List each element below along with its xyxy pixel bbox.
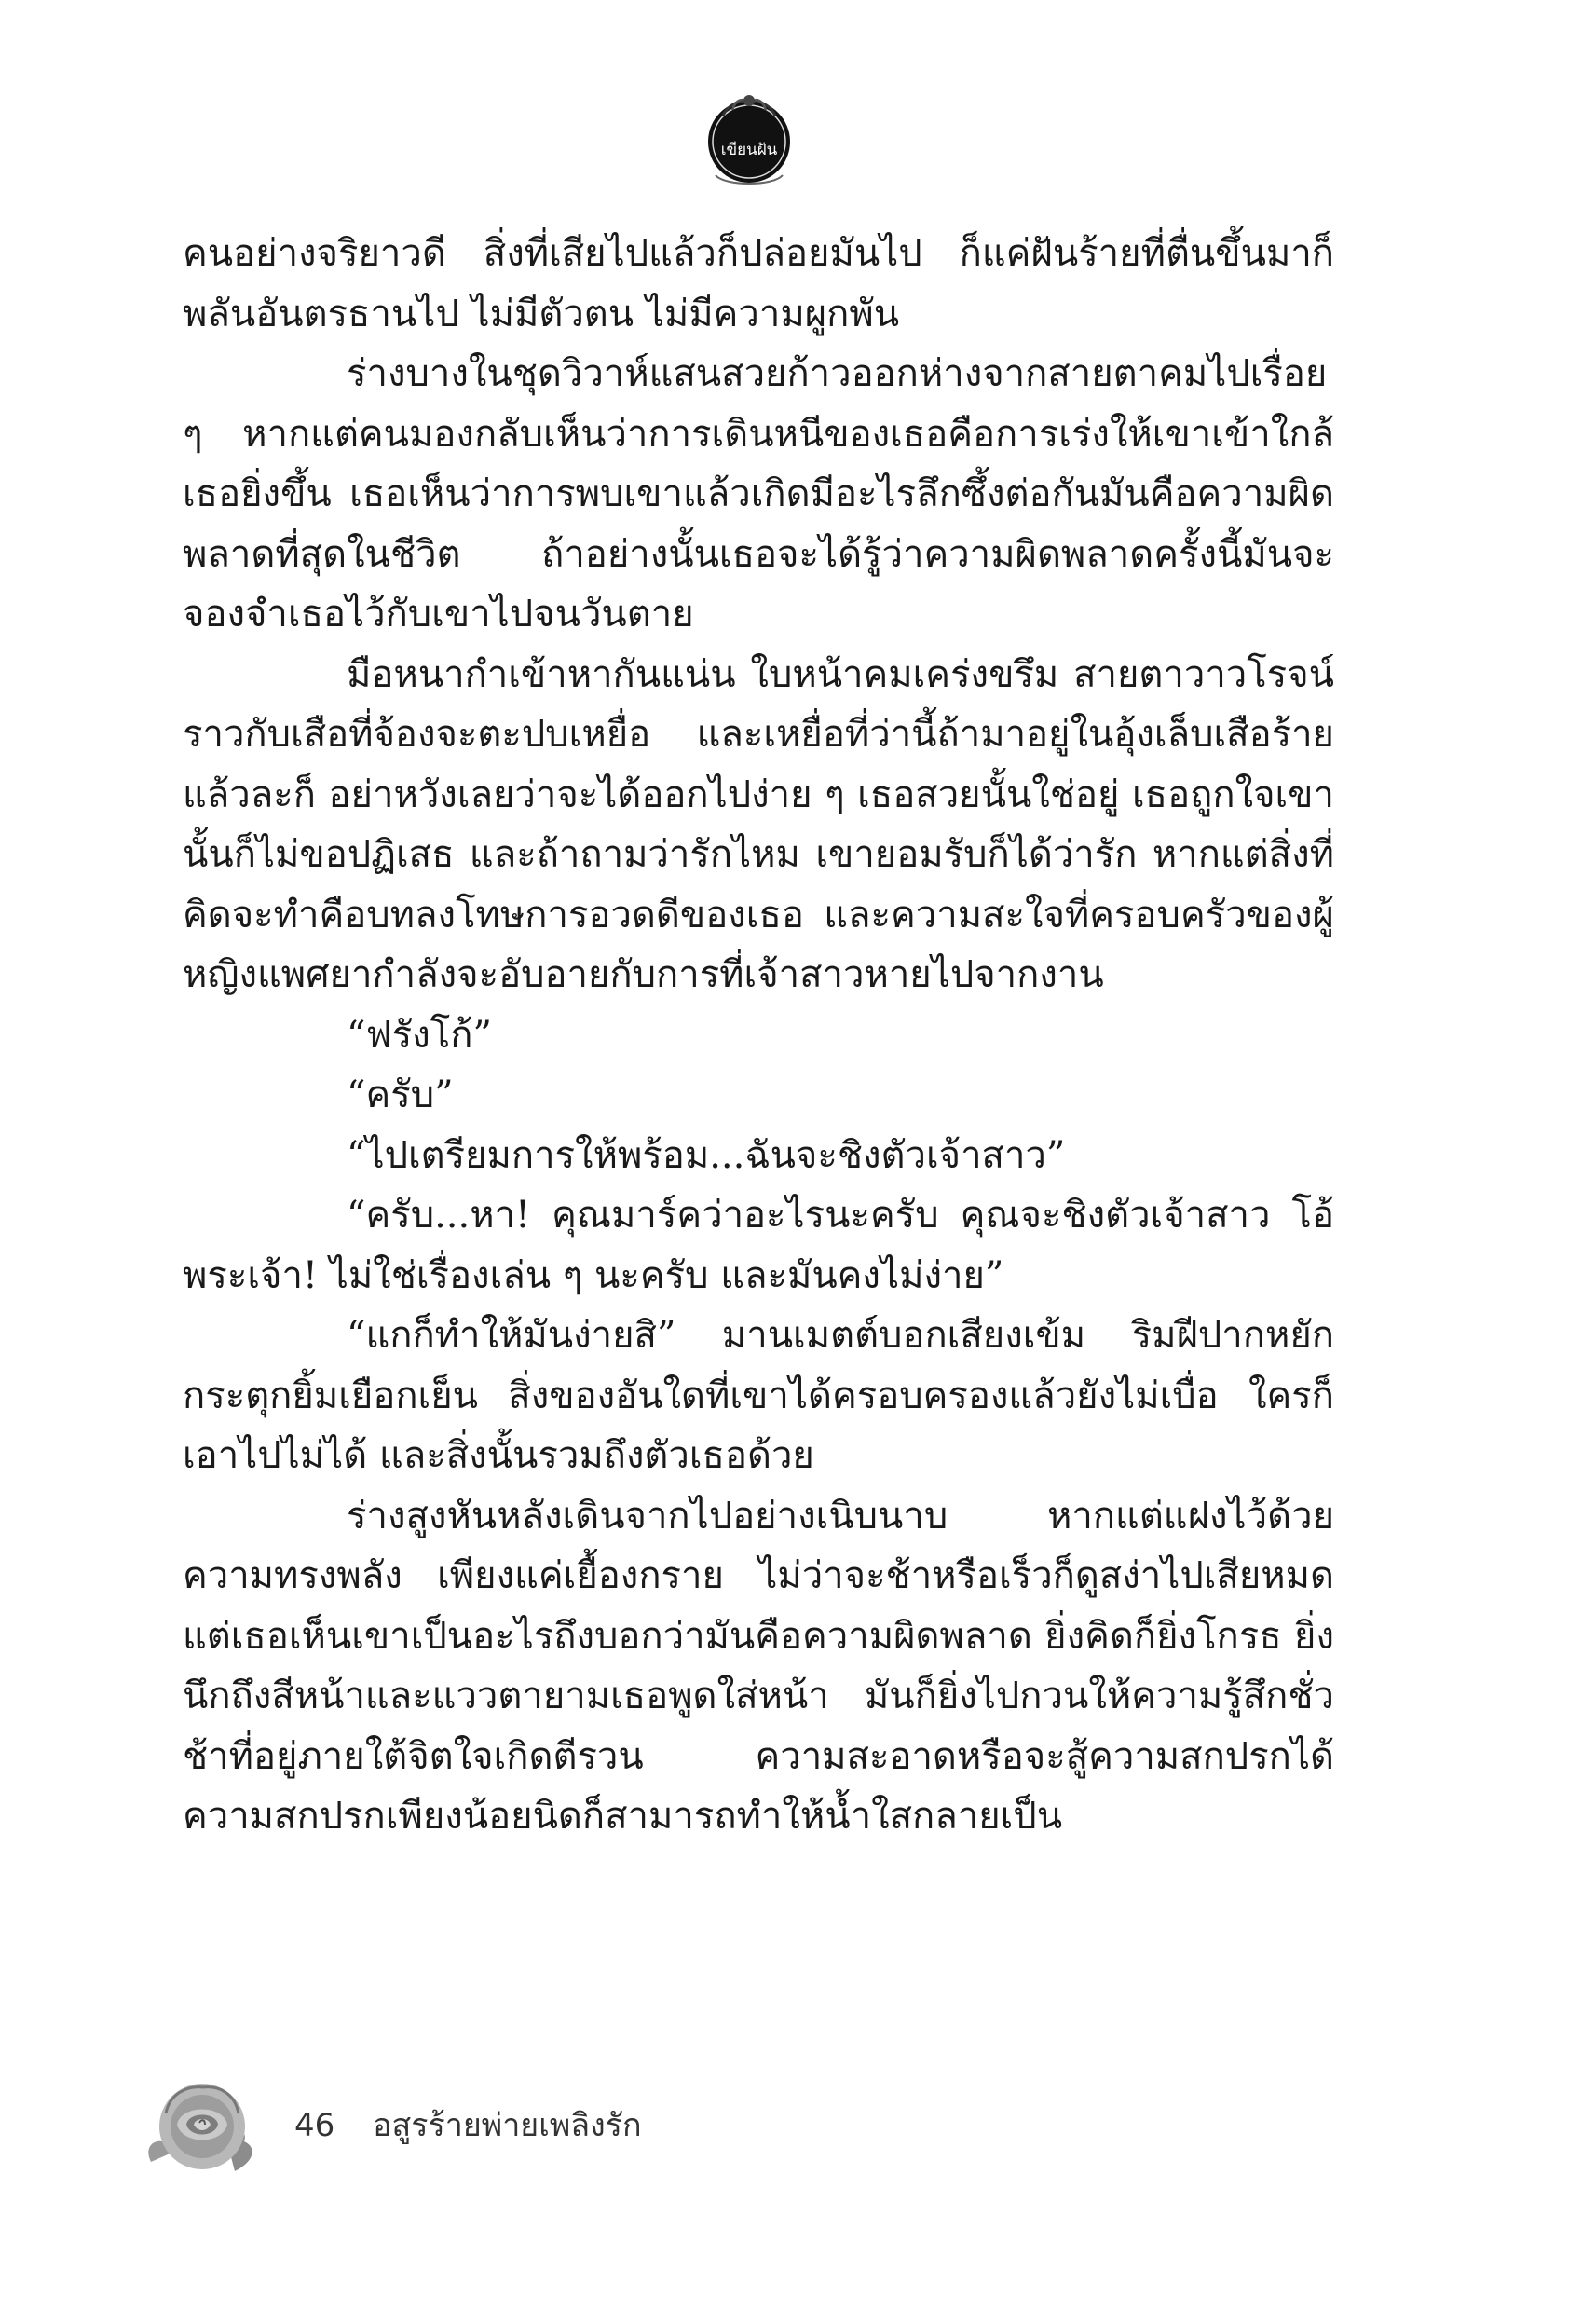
dialogue-line: “ครับ”	[347, 1073, 454, 1116]
body-text	[183, 224, 1334, 1847]
page-number: 46	[294, 2107, 335, 2144]
book-title: อสูรร้ายพ่ายเพลิงรัก	[373, 2107, 642, 2144]
paragraph: ร่างสูงหันหลังเดินจากไปอย่างเนิบนาบ หากแต่แฝงไว้ด้วยความทรงพลัง เพียงแค่เยื้องกราย ไม่ว่าจะช้าหรือเร็วก็ดูสง่าไปเสียหมด แต่เธอเห็นเขาเป็นอะไรถึงบอกว่ามันคือความผิดพลาด ยิ่งคิดก็ยิ่งโกรธ ยิ่งนึกถึงสีหน้าและแววตายามเธอพูดใส่หน้า มันก็ยิ่งไปกวนให้ความรู้สึกชั่วช้าที่อยู่ภายใต้จิตใจเกิดตีรวน ความสะอาดหรือจะสู้ความสกปรกได้ ความสกปรกเพียงน้อยนิดก็สามารถทำให้น้ำใสกลายเป็น	[183, 1494, 1334, 1838]
paragraph: มือหนากำเข้าหากันแน่น ใบหน้าคมเคร่งขรึม สายตาวาวโรจน์ราวกับเสือที่จ้องจะตะปบเหยื่อ และเหยื่อที่ว่านี้ถ้ามาอยู่ในอุ้งเล็บเสือร้ายแล้วละก็ อย่าหวังเลยว่าจะได้ออกไปง่าย ๆ เธอสวยนั้นใช่อยู่ เธอถูกใจเขานั้นก็ไม่ขอปฏิเสธ และถ้าถามว่ารักไหม เขายอมรับก็ได้ว่ารัก หากแต่สิ่งที่คิดจะทำคือบทลงโทษการอวดดีของเธอ และความสะใจที่ครอบครัวของผู้หญิงแพศยากำลังจะอับอายกับการที่เจ้าสาวหายไปจากงาน	[183, 652, 1334, 996]
page-footer	[294, 2099, 642, 2150]
publisher-logo	[695, 86, 803, 194]
paragraph: “แกก็ทำให้มันง่ายสิ” มานเมตต์บอกเสียงเข้ม ริมฝีปากหยักกระตุกยิ้มเยือกเย็น สิ่งของอันใดที่เขาได้ครอบครองแล้วยังไม่เบื่อ ใครก็เอาไปไม่ได้ และสิ่งนั้นรวมถึงตัวเธอด้วย	[183, 1314, 1334, 1477]
logo-text: เขียนฝัน	[720, 141, 778, 159]
dialogue-line: “ฟรังโก้”	[347, 1013, 492, 1057]
paragraph: คนอย่างจริยาวดี สิ่งที่เสียไปแล้วก็ปล่อยมันไป ก็แค่ฝันร้ายที่ตื่นขึ้นมาก็พลันอันตรธานไป ไม่มีตัวตน ไม่มีความผูกพัน	[183, 232, 1334, 335]
rose-icon	[132, 2059, 272, 2199]
dialogue-line: “ไปเตรียมการให้พร้อม...ฉันจะชิงตัวเจ้าสาว”	[347, 1133, 1066, 1177]
dialogue-line: “ครับ...หา! คุณมาร์คว่าอะไรนะครับ คุณจะชิงตัวเจ้าสาว โอ้ พระเจ้า! ไม่ใช่เรื่องเล่น ๆ นะครับ และมันคงไม่ง่าย”	[183, 1194, 1334, 1297]
paragraph: ร่างบางในชุดวิวาห์แสนสวยก้าวออกห่างจากสายตาคมไปเรื่อย ๆ หากแต่คนมองกลับเห็นว่าการเดินหนีของเธอคือการเร่งให้เขาเข้าใกล้เธอยิ่งขึ้น เธอเห็นว่าการพบเขาแล้วเกิดมีอะไรลึกซึ้งต่อกันมันคือความผิดพลาดที่สุดในชีวิต ถ้าอย่างนั้นเธอจะได้รู้ว่าความผิดพลาดครั้งนี้มันจะจองจำเธอไว้กับเขาไปจนวันตาย	[183, 352, 1334, 636]
